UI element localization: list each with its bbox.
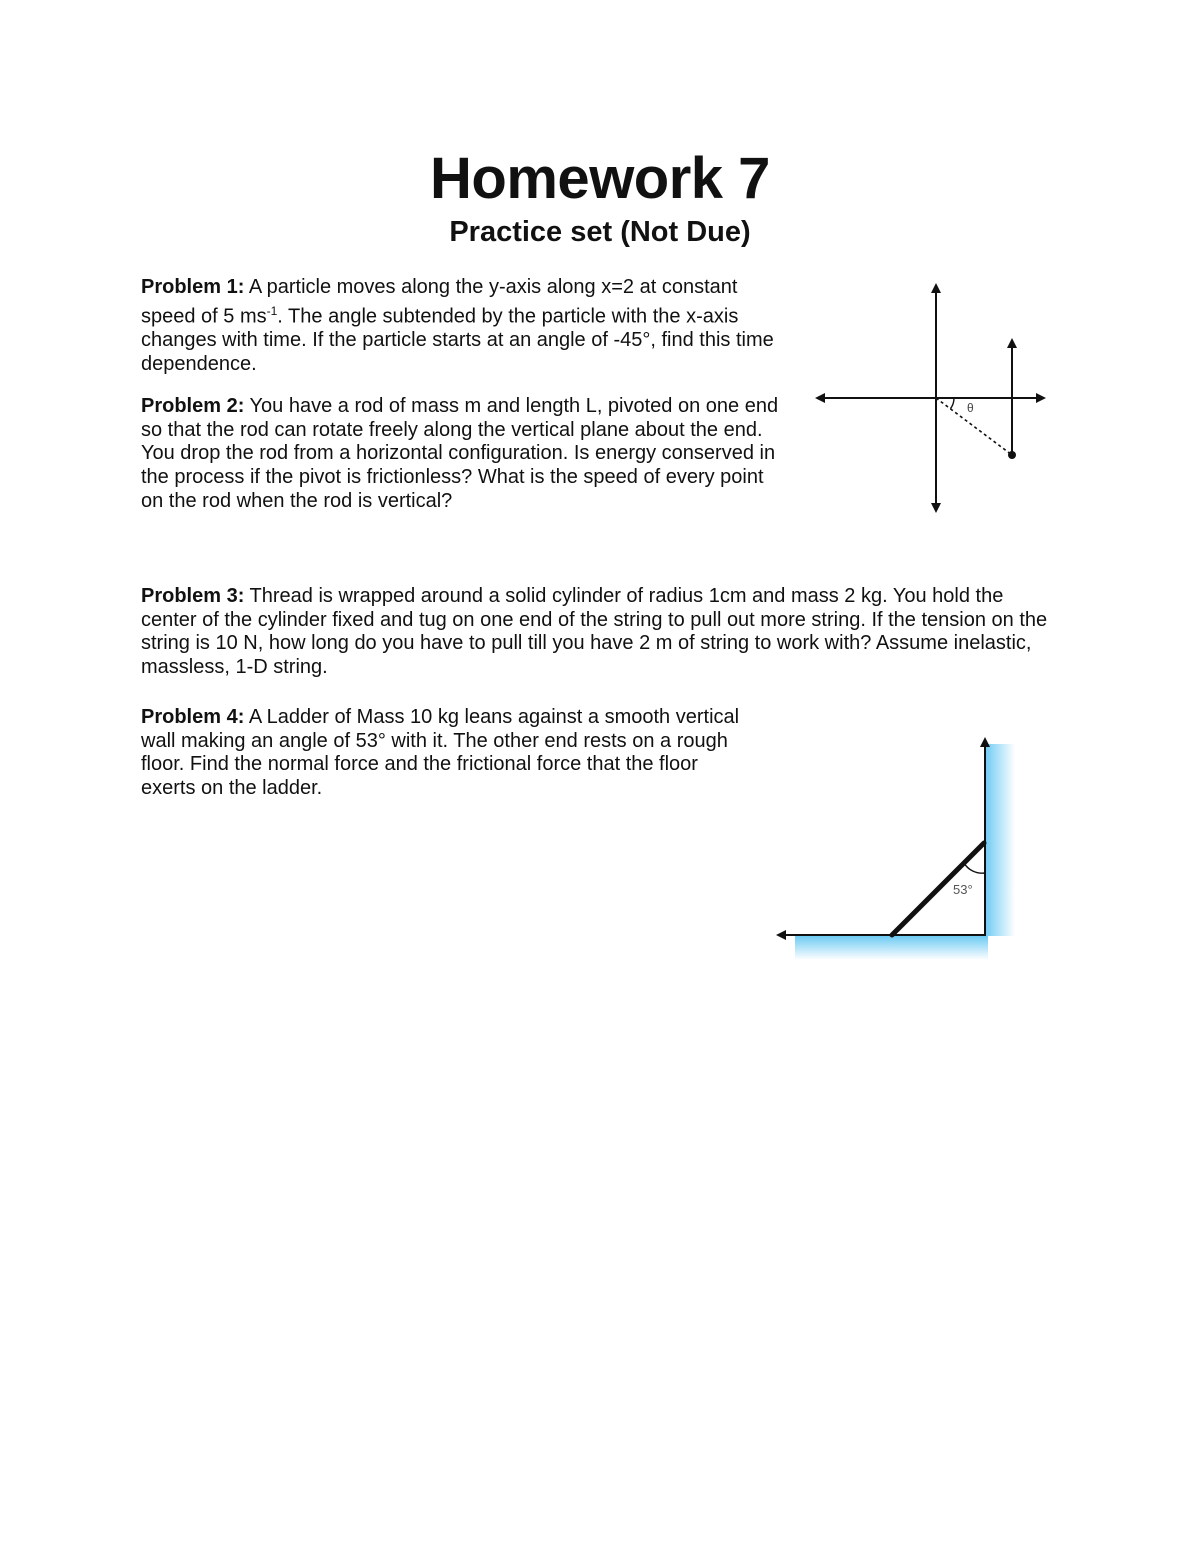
problem-1-label: Problem 1: [141,276,245,298]
problem-4 [141,706,751,801]
problem-2 [141,395,781,514]
theta-arc [950,398,954,409]
y-axis-down-arrow-icon [931,503,941,513]
problem-4-text: A Ladder of Mass 10 kg leans against a smooth vertical wall making an angle of 53° with it. The other end rests on a rough floor. Find the normal force and the frictional force that the floor exerts on the ladder. [141,706,740,800]
angle-dashed-line [936,398,1012,455]
particle-axes-figure [805,275,1055,525]
problem-4-label: Problem 4: [141,706,245,728]
problem-1-text-a: A particle moves along the y-axis along x=2 at constant speed of 5 ms [141,276,738,328]
angle-arc [964,863,985,873]
wall-shading [985,744,1015,936]
path-up-arrow-icon [1007,338,1017,348]
y-axis-up-arrow-icon [931,283,941,293]
problem-1-text-b: . The angle subtended by the particle with the x-axis changes with time. If the particle starts at an angle of -45°, find this time dependence. [141,305,774,375]
problem-3-label: Problem 3: [141,585,245,607]
theta-label: θ [967,401,974,415]
floor-shading [795,936,988,960]
problem-2-label: Problem 2: [141,395,245,417]
problem-3-text: Thread is wrapped around a solid cylinder of radius 1cm and mass 2 kg. You hold the center of the cylinder fixed and tug on one end of the string to pull out more string. If the tension on the string is 10 N, how long do you have to pull till you have 2 m of string to work with? Assume inelastic, massless, 1-D string. [141,585,1048,679]
problem-3 [141,585,1061,680]
angle-53-label: 53° [953,882,973,897]
floor-left-arrow-icon [776,930,786,940]
ladder-figure [770,728,1030,968]
page-subtitle: Practice set (Not Due) [449,216,751,248]
wall-up-arrow-icon [980,737,990,747]
page-title: Homework 7 [430,146,770,211]
problem-1 [141,276,791,376]
problem-1-superscript: -1 [266,303,278,318]
x-axis-right-arrow-icon [1036,393,1046,403]
problem-2-text: You have a rod of mass m and length L, pivoted on one end so that the rod can rotate freely along the vertical plane about the end. You drop the rod from a horizontal configuration. Is energy conserved in the process if the pivot is frictionless? What is the speed of every point on the rod when the rod is vertical? [141,395,779,512]
x-axis-left-arrow-icon [815,393,825,403]
